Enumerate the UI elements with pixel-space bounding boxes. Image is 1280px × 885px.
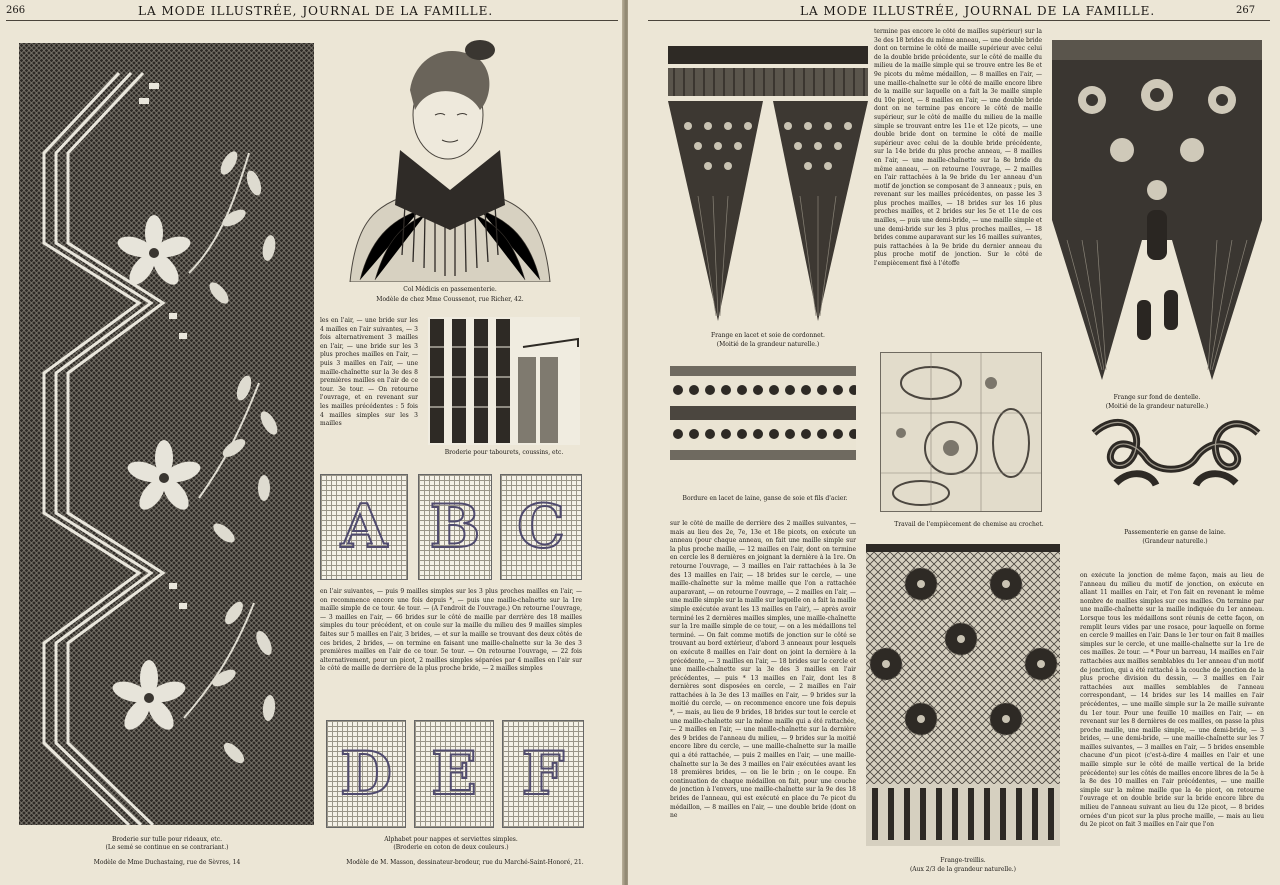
border-lacet-caption: Bordure en lacet de laine, ganse de soie et fils d'acier. xyxy=(682,495,848,502)
tabouret-embroidery-illustration xyxy=(428,317,580,445)
alphabet-letter: D xyxy=(339,739,393,809)
alphabet-letter: E xyxy=(431,739,477,809)
tulle-embroidery-drawing xyxy=(19,43,314,825)
border-lacet-illustration xyxy=(670,366,856,460)
lacet-fringe-illustration xyxy=(668,46,868,326)
page-number: 266 xyxy=(6,5,26,16)
left-page xyxy=(0,0,624,885)
passementerie-drawing xyxy=(1086,413,1264,499)
tabouret-drawing xyxy=(428,317,580,445)
lacet-fringe-scale: (Moitié de la grandeur naturelle.) xyxy=(716,341,820,348)
lace-yoke-illustration xyxy=(880,352,1042,512)
lace-yoke-caption: Travail de l'empiècement de chemise au crochet. xyxy=(894,521,1044,528)
collar-portrait-illustration xyxy=(330,30,570,282)
collar-caption: Col Médicis en passementerie. xyxy=(403,286,497,293)
lacet-fringe-caption: Frange en lacet et soie de cordonnet. xyxy=(711,332,825,339)
alphabet-letter-box xyxy=(418,474,492,580)
lace-fringe-drawing xyxy=(1052,40,1262,380)
trellis-fringe-scale: (Aux 2/3 de la grandeur naturelle.) xyxy=(909,866,1017,873)
lace-fringe-scale: (Moitié de la grandeur naturelle.) xyxy=(1105,403,1209,410)
alphabet-letter-box xyxy=(326,720,406,828)
passementerie-scale: (Grandeur naturelle.) xyxy=(1142,538,1208,545)
alphabet-caption-note: (Broderie en coton de deux couleurs.) xyxy=(393,844,509,851)
tabouret-caption: Broderie pour tabourets, coussins, etc. xyxy=(444,449,564,456)
article-text-wide: en l'air suivantes, — puis 9 mailles simples sur les 3 plus proches mailles en l'air, — on recommence encore une fois depuis *, — puis une maille-chaînette sur la 1re maille simple de ce tour. 4e tour. — (A l'endroit de l'ouvrage.) On retourne l'ouvrage, — 3 mailles en l'air, — 66 brides sur le côté de maille par derrière des 18 mailles simples du tour précédent, et on coule sur la maille du milieu des 9 mailles simples faites sur 5 mailles en l'air, 3 brides, — et sur la maille se trouvant des deux côtés de ces brides, 2 brides, — on termine en faisant une maille-chaînette sur la 3e des 3 premières mailles en l'air de ce tour. 5e tour. — On retourne l'ouvrage, — 22 fois alternativement, pour un picot, 2 mailles simples séparées par 4 mailles en l'air sur le côté de maille de derrière de la plus proche bride, — 2 mailles simples xyxy=(320,588,582,673)
alphabet-letter: A xyxy=(340,492,388,562)
header-rule xyxy=(648,20,1270,21)
lace-yoke-drawing xyxy=(881,353,1041,511)
passementerie-caption: Passementerie en ganse de laine. xyxy=(1124,529,1226,536)
alphabet-caption: Alphabet pour nappes et serviettes simples. xyxy=(384,836,518,843)
curtain-caption-note: (Le semé se continue en se contrariant.) xyxy=(105,844,229,851)
article-text-narrow: les en l'air, — une bride sur les 4 mailles en l'air suivantes, — 3 fois alternativement 3 mailles en l'air, — une bride sur les 3 plus proches mailles en l'air, — puis 3 mailles en l'air, — une maille-chaînette sur la 3e des 8 premières mailles en l'air de ce tour. 3e tour. — On retourne l'ouvrage, et en revenant sur les mailles précédentes : 5 fois 4 mailles simples sur les 3 mailles xyxy=(320,317,418,428)
trellis-fringe-illustration xyxy=(866,544,1060,846)
page-number: 267 xyxy=(1236,5,1256,16)
running-head: LA MODE ILLUSTRÉE, JOURNAL DE LA FAMILLE. xyxy=(138,4,494,18)
article-text-bottom: on exécute la jonction de même façon, mais au lieu de l'anneau du milieu du motif de jonction, on exécute en allant 11 mailles en l'air, et l'on fait en revenant le même nombre de mailles simples sur ces mailles. On termine par une maille-chaînette sur la maille indiquée du 1er anneau. Lorsque tous les médaillons sont réunis de cette façon, on remplit leurs vides par une rosace, pour laquelle on forme en cercle 9 mailles en l'air. Dans le 1er tour on fait 8 mailles simples sur le cercle, et une maille-chaînette sur la 1re de ces mailles. 2e tour. — * Pour un barreau, 14 mailles en l'air rattachées aux mailles semblables du 1er anneau d'un motif de jonction, qui a été rattaché à la couche de jonction de la plus proche division du dessin, — 3 mailles en l'air rattachées aux mailles semblables de l'anneau correspondant, — 14 brides sur les 14 mailles en l'air précédentes, — une maille simple sur la 2e maille suivante du 1er tour. Pour une feuille 10 mailles en l'air, — en revenant sur les 8 dernières de ces mailles, on passe la plus proche maille, une maille simple, — une demi-bride, — 3 brides, — une demi-bride, — une maille-chaînette sur les 7 mailles suivantes, — 3 mailles en l'air, — 5 brides ensemble chacune d'un picot (c'est-à-dire 4 mailles en l'air et une maille simple sur le côté de maille vertical de la bride précédente) sur les côtés de mailles encore libres de la 5e à la 8e des 10 mailles en l'air précédentes, — une maille simple sur la même maille que la 4e picot, on retourne l'ouvrage et on double bride sur la bride encore libre du milieu de l'anneau suivant au lieu du 12e picot, — 8 brides ornées d'un picot sur la plus proche maille, — mais au lieu du 2e picot on fait 3 mailles en l'air que l'on xyxy=(1080,572,1264,829)
alphabet-credit: Modèle de M. Masson, dessinateur-brodeur, rue du Marché-Saint-Honoré, 21. xyxy=(346,859,584,866)
alphabet-letter: F xyxy=(521,739,565,809)
alphabet-letter: C xyxy=(517,492,565,562)
trellis-fringe-caption: Frange-treillis. xyxy=(940,857,986,864)
lacet-fringe-drawing xyxy=(668,46,868,326)
passementerie-illustration xyxy=(1086,413,1264,499)
right-page xyxy=(628,0,1280,885)
border-lacet-drawing xyxy=(670,366,856,460)
curtain-credit: Modèle de Mme Duchastaing, rue de Sèvres, 14 xyxy=(93,859,241,866)
curtain-embroidery-illustration xyxy=(19,43,314,825)
header-rule xyxy=(6,20,618,21)
lace-fringe-illustration xyxy=(1052,40,1262,380)
lace-fringe-caption: Frange sur fond de dentelle. xyxy=(1113,394,1201,401)
article-text-middle: sur le côté de maille de derrière des 2 mailles suivantes, — mais au lieu des 2e, 7e, 13e et 18e picots, on exécute un anneau (pour chaque anneau, on fait une maille simple sur la plus proche maille, — 12 mailles en l'air, dont on termine en cercle les 8 dernières en joignant la dernière à la 1re. On retourne l'ouvrage, — 3 mailles en l'air rattachées à la 3e des 13 mailles en l'air, — 18 brides sur le cercle, — une maille-chaînette sur la même maille que l'on a rattachée auparavant, — on retourne l'ouvrage, — 2 mailles en l'air, — une maille simple sur la maille sur laquelle on a fait la maille simple exécutée avant les 13 mailles en l'air), — après avoir terminé les 2 dernières mailles simples, une maille-chaînette sur la 1re maille simple de ce tour, — on a les médaillons tel terminé. — On fait comme motifs de jonction sur le côté se trouvant au bord extérieur, d'abord 3 anneaux pour lesquels on exécute 8 mailles en l'air dont on joint la dernière à la précédente, — 3 mailles en l'air, — 18 brides sur le cercle et une maille-chaînette sur la 3e des 3 mailles en l'air précédentes, — puis * 13 mailles en l'air, dont les 8 dernières sont disposées en cercle, — 2 mailles en l'air rattachées à la 3e des 13 mailles en l'air, — 9 brides sur la moitié du cercle, — on recommence encore une fois depuis *, — mais, au lieu de 9 brides, 18 brides sur tout le cercle et une maille-chaînette sur la même maille qui a été rattachée, — 2 mailles en l'air, — une maille-chaînette sur la dernière des 9 brides de l'anneau du milieu, — 9 brides sur la moitié encore libre du cercle, — une maille-chaînette sur la maille qui a été rattachée, — puis 2 mailles en l'air, — une maille-chaînette sur la 3e des 3 mailles en l'air exécutées avant les 18 premières brides, — on lie le brin ; on le coupe. En continuation de chaque médaillon on fait, pour une couche de jonction à l'envers, une maille-chaînette sur la 9e des 18 brides de l'anneau, qui est exécuté en place du 7e picot du médaillon, — 8 mailles en l'air, — une double bride (dont on ne xyxy=(670,520,856,820)
curtain-caption: Broderie sur tulle pour rideaux, etc. xyxy=(112,836,222,843)
alphabet-letter-box xyxy=(500,474,582,580)
alphabet-letter-box xyxy=(320,474,408,580)
article-text-top: termine pas encore le côté de mailles supérieur) sur la 3e des 18 brides du même anneau, — une double bride dont on termine le côté de maille supérieur avec celui de la double bride précédente, sur le côté de maille du milieu de la maille simple qui se trouve entre les 8e et 9e picots du même médaillon, — 8 mailles en l'air, — une maille-chaînette sur le côté de maille encore libre de la maille sur laquelle on a fait la 3e maille simple du 10e picot, — 8 mailles en l'air, — une double bride dont on ne termine pas encore le côté de maille supérieur, sur le côté de maille du milieu de la maille simple se trouvant entre les 11e et 12e picots, — une double bride dont on termine le côté de maille supérieur avec celui de la double bride précédente, sur la 14e bride du plus proche anneau, — 8 mailles en l'air, — une maille-chaînette sur la 8e bride du même anneau, — on retourne l'ouvrage, — 2 mailles en l'air rattachées à la 9e bride du 1er anneau d'un motif de jonction se composant de 3 anneaux ; puis, en revenant sur les mailles précédentes, on passe les 3 plus proches mailles, — 18 brides sur les 16 plus proches mailles, et 2 brides sur les 5e et 11e de ces mailles, — puis une demi-bride, — une maille simple et une demi-bride sur les 3 plus proches mailles, — 18 brides comme auparavant sur les 16 mailles suivantes, puis rattachées à la 9e bride du dernier anneau du plus proche motif de jonction. Sur le côté de l'empiècement fixé à l'étoffe xyxy=(874,28,1042,268)
alphabet-letter-box xyxy=(414,720,494,828)
collar-credit: Modèle de chez Mme Coussenot, rue Richer, 42. xyxy=(376,296,524,303)
running-head: LA MODE ILLUSTRÉE, JOURNAL DE LA FAMILLE. xyxy=(800,4,1156,18)
alphabet-letter: B xyxy=(429,492,481,562)
alphabet-letter-box xyxy=(502,720,584,828)
trellis-fringe-drawing xyxy=(866,544,1060,846)
woman-portrait-drawing xyxy=(330,30,570,282)
